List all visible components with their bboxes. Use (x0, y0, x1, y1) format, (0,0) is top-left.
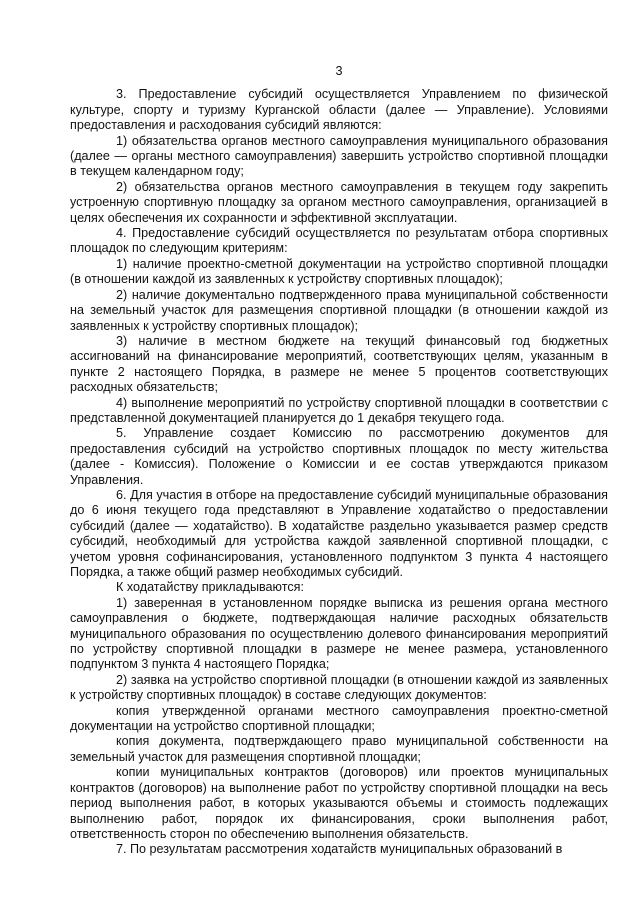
attachment-2-doc-2: копия документа, подтверждающего право муниципальной собственности на земельный участок для размещения спортивной площадки; (70, 734, 608, 764)
attachment-1: 1) заверенная в установленном порядке выписка из решения органа местного самоуправления о бюджете, подтверждающая наличие расходных обязательств муниципального образования по осуществлению долевого финансирования мероприятий по устройству спортивной площадки в размере не менее размера, установленного подпунктом 3 пункта 4 настоящего Порядка; (70, 595, 608, 672)
page-number: 3 (335, 64, 343, 78)
paragraph-4-criterion-1: 1) наличие проектно-сметной документации на устройство спортивной площадки (в отношении каждой из заявленных к устройству спортивных площадок); (70, 256, 608, 287)
attachment-2-doc-3: копии муниципальных контрактов (договоров) или проектов муниципальных контрактов (договоров) на выполнение работ по устройству спортивной площадки на весь период выполнения работ, в которых указываются объемы и стоимость подлежащих выполнению работ, порядок их финансирования, сроки выполнения работ, ответственность сторон по обеспечению выполнения обязательств. (70, 765, 608, 841)
paragraph-4-criterion-2: 2) наличие документально подтвержденного права муниципальной собственности на земельный участок для размещения спортивной площадки (в отношении каждой из заявленных к устройству спортивных площадок); (70, 287, 608, 333)
attachment-2: 2) заявка на устройство спортивной площадки (в отношении каждой из заявленных к устройству спортивных площадок) в составе следующих документов: (70, 672, 608, 703)
paragraph-3: 3. Предоставление субсидий осуществляется Управлением по физической культуре, спорту и туризму Курганской области (далее — Управление). Условиями предоставления и расходования субсидий являются: (70, 87, 608, 133)
document-page (70, 64, 608, 858)
attachments-intro: К ходатайству прикладываются: (116, 580, 304, 595)
paragraph-5: 5. Управление создает Комиссию по рассмотрению документов для предоставления субсидий на устройство спортивных площадок по месту жительства (далее - Комиссия). Положение о Комиссии и ее состав утверждаются приказом Управления. (70, 426, 608, 487)
paragraph-3-condition-1: 1) обязательства органов местного самоуправления муниципального образования (далее — органы местного самоуправления) завершить устройство спортивной площадки в текущем календарном году; (70, 133, 608, 179)
paragraph-7: 7. По результатам рассмотрения ходатайств муниципальных образований в (116, 842, 563, 857)
paragraph-4: 4. Предоставление субсидий осуществляется по результатам отбора спортивных площадок по следующим критериям: (70, 226, 608, 256)
paragraph-3-condition-2: 2) обязательства органов местного самоуправления в текущем году закрепить устроенную спортивную площадку за органом местного самоуправления, организацией в целях обеспечения их сохранности и эффективной эксплуатации. (70, 179, 608, 225)
attachment-2-doc-1: копия утвержденной органами местного самоуправления проектно-сметной документации на устройство спортивной площадки; (70, 703, 608, 734)
paragraph-4-criterion-3: 3) наличие в местном бюджете на текущий финансовый год бюджетных ассигнований на финансирование мероприятий, соответствующих целям, указанным в пункте 2 настоящего Порядка, в размере не менее 5 процентов соответствующих расходных обязательств; (70, 333, 608, 395)
paragraph-6: 6. Для участия в отборе на предоставление субсидий муниципальные образования до 6 июня текущего года представляют в Управление ходатайство о предоставлении субсидий (далее — ходатайство). В ходатайстве раздельно указывается размер средств субсидий, необходимый для устройства каждой заявленной спортивной площадки, с учетом уровня софинансирования, установленного подпунктом 3 пункта 4 настоящего Порядка, а также общий размер необходимых субсидий. (70, 487, 608, 579)
paragraph-4-criterion-4: 4) выполнение мероприятий по устройству спортивной площадки в соответствии с представленной документацией планируется до 1 декабря текущего года. (70, 395, 608, 425)
